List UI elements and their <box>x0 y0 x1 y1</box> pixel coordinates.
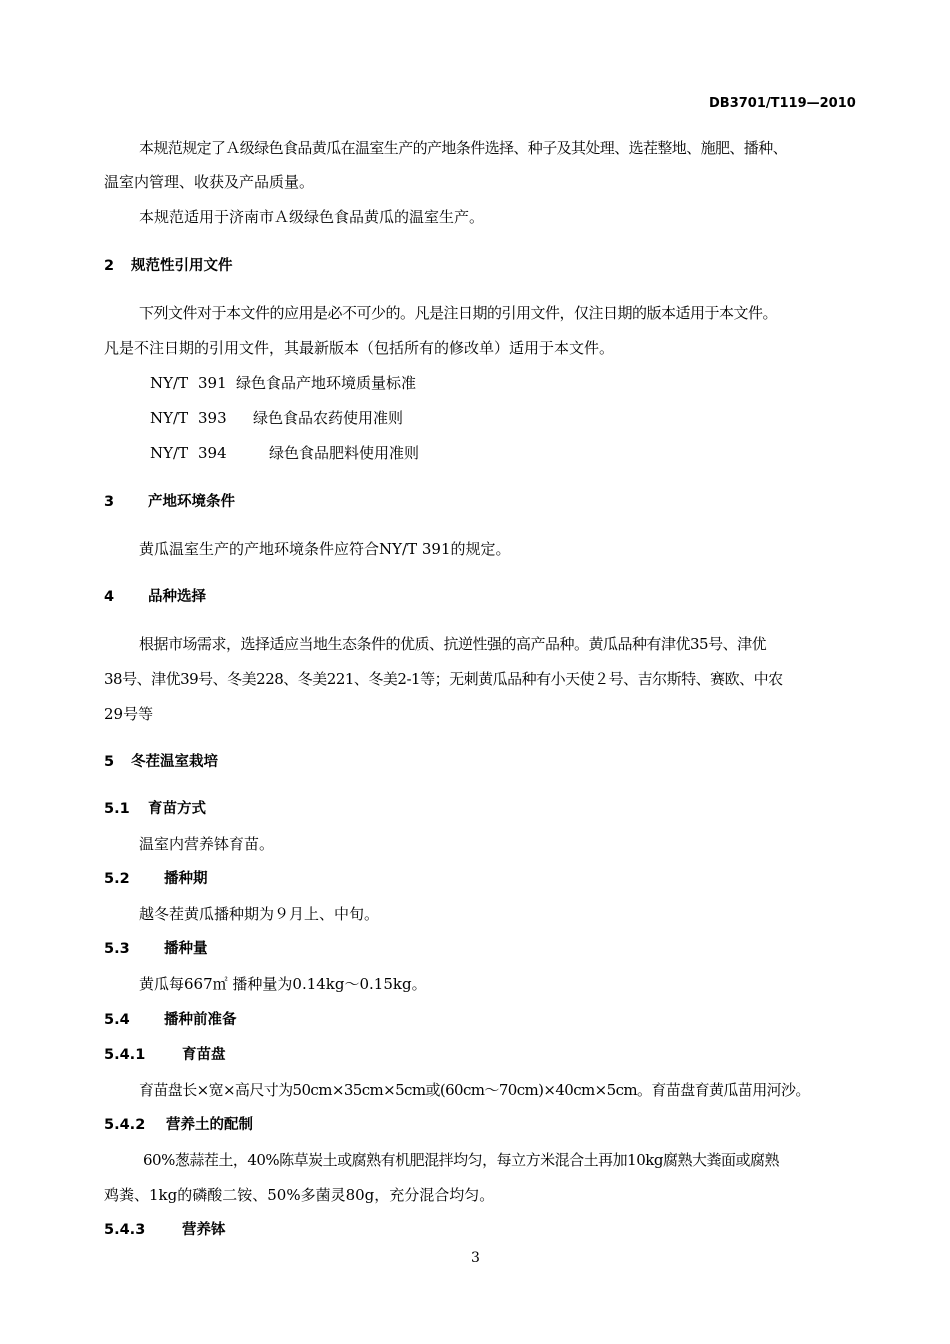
ref-title: 绿色食品农药使用准则 <box>253 409 404 427</box>
section-title: 规范性引用文件 <box>131 258 233 274</box>
section-2-heading <box>104 256 233 276</box>
text-line: 鸡粪、1kg的磷酸二铵、50%多菌灵80g，充分混合均匀。 <box>104 1186 495 1204</box>
ref-title: 绿色食品产地环境质量标准 <box>236 374 417 392</box>
ref-number: 391 <box>198 374 227 392</box>
text-line: 温室内营养钵育苗。 <box>139 835 275 853</box>
section-number: 5.4.1 <box>104 1047 146 1063</box>
section-number: 5.4.2 <box>104 1117 146 1133</box>
text-line: 凡是不注日期的引用文件，其最新版本（包括所有的修改单）适用于本文件。 <box>104 339 615 357</box>
section-5-2-heading <box>104 869 208 889</box>
section-5-4-heading <box>104 1010 237 1030</box>
text-line: 38号、津优39号、冬美228、冬美221、冬美2-1等；无刺黄瓜品种有小天使２号、吉尔斯特、赛欧、中农 <box>104 670 783 688</box>
section-number: 5.4 <box>104 1012 130 1028</box>
ref-number: 393 <box>198 409 227 427</box>
section-3-heading <box>104 492 235 512</box>
section-4-heading <box>104 587 206 607</box>
section-5-4-1-heading <box>104 1045 226 1065</box>
text-line: 育苗盘长×宽×高尺寸为50cm×35cm×5cm或(60cm～70cm)×40cm×5cm。育苗盘育黄瓜苗用河沙。 <box>139 1081 810 1099</box>
ref-code: NY/T <box>150 409 189 427</box>
ref-number: 394 <box>198 444 227 462</box>
text-line: 下列文件对于本文件的应用是必不可少的。凡是注日期的引用文件，仅注日期的版本适用于本文件。 <box>139 304 778 322</box>
section-number: 5.4.3 <box>104 1222 146 1238</box>
text-line: 60%葱蒜茬土，40%陈草炭土或腐熟有机肥混拌均匀，每立方米混合土再加10kg腐熟大粪面或腐熟 <box>143 1151 779 1169</box>
ref-code: NY/T <box>150 374 189 392</box>
section-title: 冬茬温室栽培 <box>131 754 218 770</box>
page-number: 3 <box>471 1250 480 1266</box>
text-line: 黄瓜温室生产的产地环境条件应符合NY/T 391的规定。 <box>139 540 511 558</box>
section-title: 育苗方式 <box>148 801 206 817</box>
section-number: 5 <box>104 754 115 770</box>
ref-code: NY/T <box>150 444 189 462</box>
section-5-3-heading <box>104 939 208 959</box>
section-title: 营养土的配制 <box>166 1117 253 1133</box>
section-number: 3 <box>104 494 115 510</box>
section-number: 5.2 <box>104 871 130 887</box>
reference-item <box>150 373 416 393</box>
section-number: 4 <box>104 589 115 605</box>
section-5-1-heading <box>104 799 206 819</box>
section-number: 5.1 <box>104 801 130 817</box>
section-number: 5.3 <box>104 941 130 957</box>
text-line: 29号等 <box>104 705 154 723</box>
section-title: 播种前准备 <box>164 1012 237 1028</box>
section-title: 产地环境条件 <box>148 494 235 510</box>
text-line: 黄瓜每667㎡ 播种量为0.14kg～0.15kg。 <box>139 975 427 993</box>
section-title: 播种量 <box>164 941 208 957</box>
section-title: 营养钵 <box>182 1222 226 1238</box>
section-title: 育苗盘 <box>182 1047 226 1063</box>
ref-title: 绿色食品肥料使用准则 <box>269 444 420 462</box>
section-number: 2 <box>104 258 115 274</box>
reference-item <box>150 443 419 463</box>
reference-item <box>150 408 403 428</box>
section-5-heading <box>104 752 218 772</box>
text-line: 本规范规定了Ａ级绿色食品黄瓜在温室生产的产地条件选择、种子及其处理、选茬整地、施肥、播种、 <box>139 139 788 157</box>
text-line: 根据市场需求，选择适应当地生态条件的优质、抗逆性强的高产品种。黄瓜品种有津优35号、津优 <box>139 635 767 653</box>
section-5-4-3-heading <box>104 1220 226 1240</box>
section-5-4-2-heading <box>104 1115 253 1135</box>
text-line: 越冬茬黄瓜播种期为９月上、中旬。 <box>139 905 380 923</box>
section-title: 播种期 <box>164 871 208 887</box>
intro-paragraph-2: 本规范适用于济南市Ａ级绿色食品黄瓜的温室生产。 <box>139 208 485 226</box>
doc-id: DB3701/T119—2010 <box>709 96 856 111</box>
section-title: 品种选择 <box>148 589 206 605</box>
text-line: 温室内管理、收获及产品质量。 <box>104 173 315 191</box>
